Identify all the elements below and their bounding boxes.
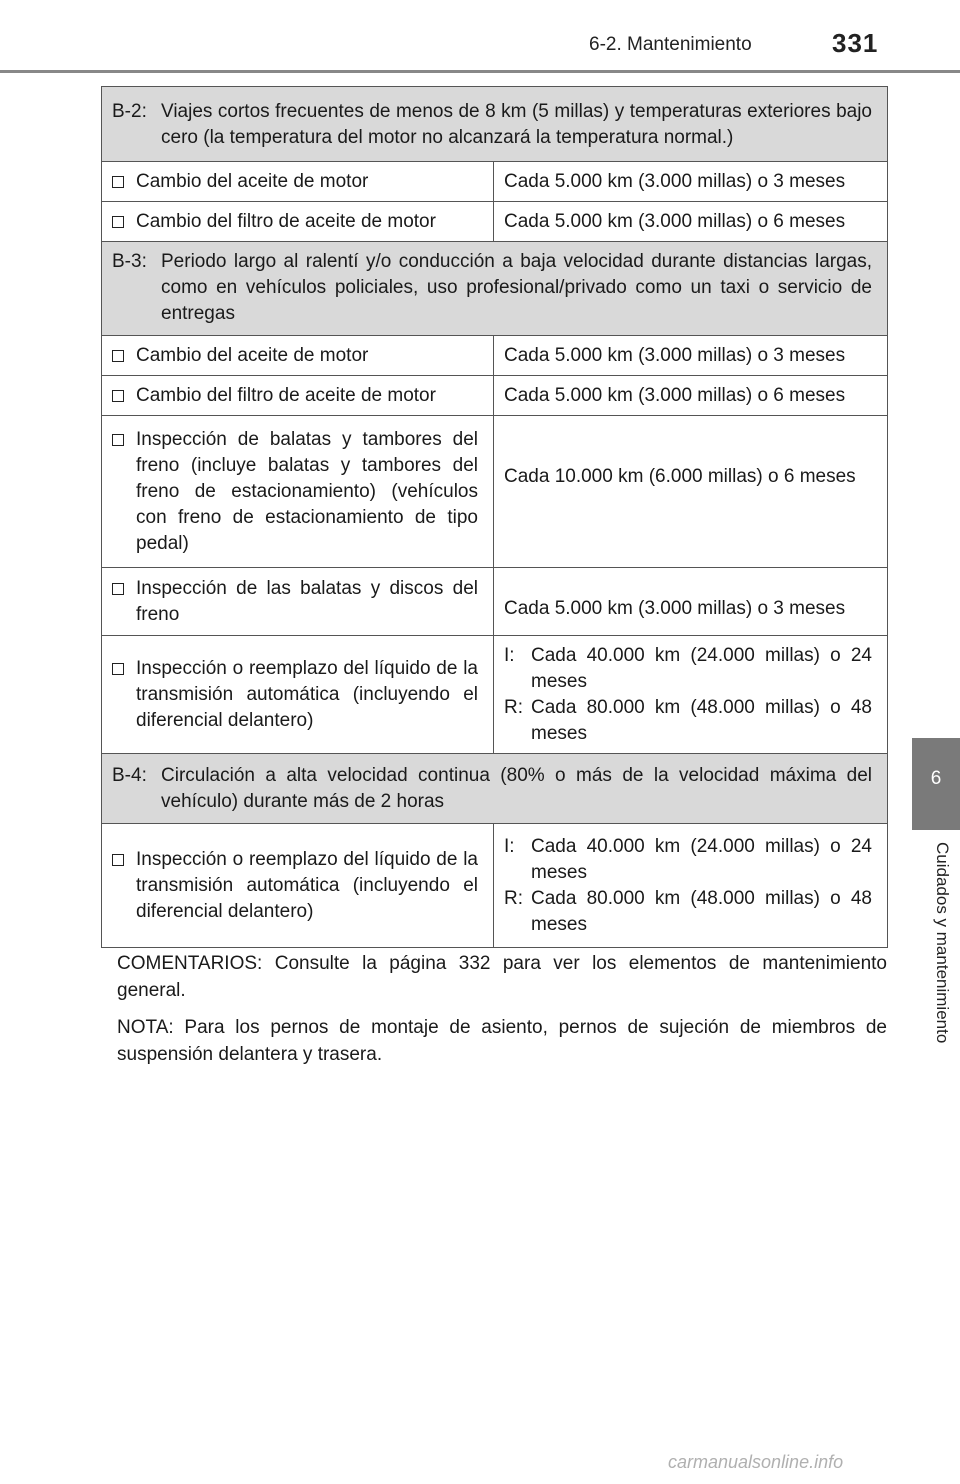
table-row [102,636,888,754]
watermark: carmanualsonline.info [668,1452,844,1472]
maintenance-table [101,86,888,948]
checkbox-icon [112,583,124,595]
table-row [102,376,888,416]
item-text: Cambio del aceite de motor [136,170,369,192]
comentarios-note: COMENTARIOS: Consulte la página 332 para ver los elementos de mantenimiento general. [117,953,887,1001]
item-text: Inspección de las balatas y discos del freno [136,577,478,625]
condition-row-b3 [102,242,888,336]
interval-text: Cada 5.000 km (3.000 millas) o 6 meses [494,202,888,242]
checkbox-icon [112,350,124,362]
interval-code: I: [504,835,515,857]
condition-code: B-2: [112,101,147,122]
section-title: 6-2. Mantenimiento [589,34,752,55]
table-row [102,824,888,948]
nota-note: NOTA: Para los pernos de montaje de asiento, pernos de sujeción de miembros de suspensión delantera y trasera. [117,1017,887,1065]
chapter-number: 6 [930,768,942,789]
interval-text: Cada 5.000 km (3.000 millas) o 3 meses [494,336,888,376]
checkbox-icon [112,176,124,188]
item-text: Inspección o reemplazo del líquido de la transmisión automática (incluyendo el diferencial delantero) [136,848,478,922]
condition-code: B-3: [112,251,147,272]
item-text: Inspección o reemplazo del líquido de la transmisión automática (incluyendo el diferencial delantero) [136,657,478,731]
item-text: Cambio del aceite de motor [136,344,369,366]
condition-code: B-4: [112,765,147,786]
condition-text: Circulación a alta velocidad continua (80% o más de la velocidad máxima del vehículo) durante más de 2 horas [161,765,872,812]
interval-text: Cada 5.000 km (3.000 millas) o 3 meses [494,162,888,202]
page-header [0,0,960,72]
notes [117,950,887,1078]
table-row [102,202,888,242]
interval-text: Cada 80.000 km (48.000 millas) o 48 meses [531,696,872,744]
condition-text: Viajes cortos frecuentes de menos de 8 km (5 millas) y temperaturas exteriores bajo cero (la temperatura del motor no alcanzará la temperatura normal.) [161,101,872,148]
checkbox-icon [112,434,124,446]
checkbox-icon [112,216,124,228]
checkbox-icon [112,663,124,675]
interval-cell [494,824,888,948]
interval-cell [494,636,888,754]
interval-text: Cada 10.000 km (6.000 millas) o 6 meses [494,416,888,568]
table-row [102,568,888,636]
chapter-title: Cuidados y mantenimiento [933,842,952,1044]
interval-text: Cada 40.000 km (24.000 millas) o 24 meses [531,835,872,883]
item-text: Inspección de balatas y tambores del freno (incluye balatas y tambores del freno de estacionamiento) (vehículos con freno de estacionamiento de tipo pedal) [136,428,478,554]
interval-text: Cada 40.000 km (24.000 millas) o 24 meses [531,644,872,692]
chapter-tab [912,738,960,830]
interval-text: Cada 5.000 km (3.000 millas) o 3 meses [494,568,888,636]
header-rule [0,70,960,73]
checkbox-icon [112,854,124,866]
interval-text: Cada 80.000 km (48.000 millas) o 48 meses [531,887,872,935]
interval-text: Cada 5.000 km (3.000 millas) o 6 meses [494,376,888,416]
interval-code: R: [504,696,523,718]
table-row [102,162,888,202]
item-text: Cambio del filtro de aceite de motor [136,384,436,406]
condition-text: Periodo largo al ralentí y/o conducción a baja velocidad durante distancias largas, como en vehículos policiales, uso profesional/privado como un taxi o servicio de entregas [161,251,872,324]
checkbox-icon [112,390,124,402]
condition-row-b2 [102,87,888,162]
page-number: 331 [832,28,879,58]
interval-code: R: [504,887,523,909]
item-text: Cambio del filtro de aceite de motor [136,210,436,232]
condition-row-b4 [102,754,888,824]
table-row [102,416,888,568]
table-row [102,336,888,376]
interval-code: I: [504,644,515,666]
